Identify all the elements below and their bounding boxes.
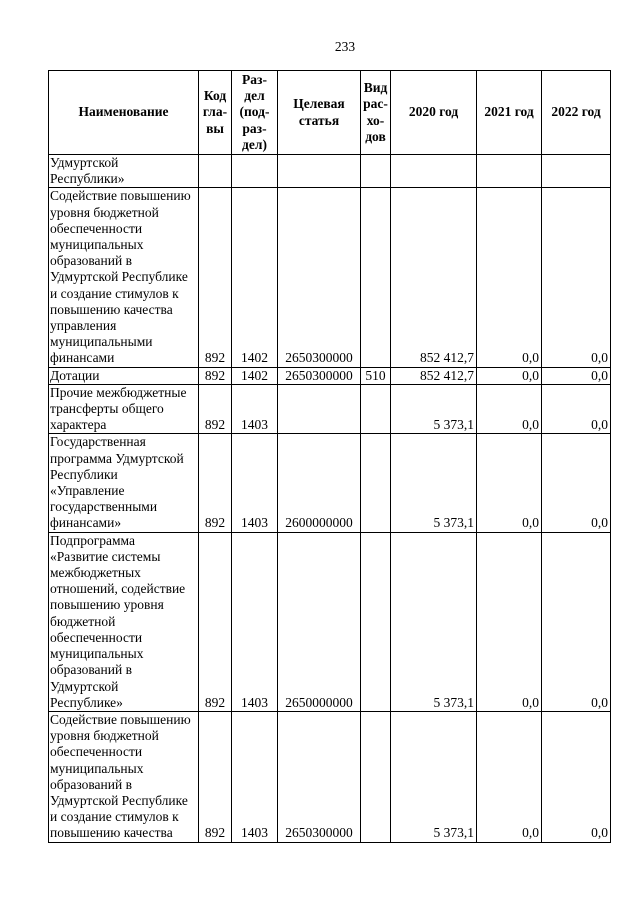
table-row xyxy=(49,384,611,434)
budget-table xyxy=(48,70,611,843)
header-row xyxy=(49,71,611,155)
header-section: Раз- дел (под- раз- дел) xyxy=(232,71,278,155)
cell-2021: 0,0 xyxy=(477,367,542,384)
cell-section: 1403 xyxy=(232,532,278,711)
cell-2020: 5 373,1 xyxy=(391,532,477,711)
cell-target-article xyxy=(278,155,361,188)
cell-chapter-code: 892 xyxy=(199,188,232,367)
cell-expense-type xyxy=(361,384,391,434)
table-header xyxy=(49,71,611,155)
header-2022: 2022 год xyxy=(542,71,611,155)
cell-target-article: 2600000000 xyxy=(278,434,361,532)
cell-name: Подпрограмма «Развитие системы межбюджетных отношений, содействие повышению уровня бюджетной обеспеченности муниципальных образований в Удмуртской Республике» xyxy=(49,532,199,711)
cell-expense-type: 510 xyxy=(361,367,391,384)
cell-name: Содействие повышению уровня бюджетной обеспеченности муниципальных образований в Удмуртской Республике и создание стимулов к повышению качества управления муниципальными финансами xyxy=(49,188,199,367)
cell-expense-type xyxy=(361,532,391,711)
cell-target-article xyxy=(278,384,361,434)
table-row xyxy=(49,532,611,711)
cell-2020: 5 373,1 xyxy=(391,711,477,842)
cell-2021: 0,0 xyxy=(477,434,542,532)
cell-expense-type xyxy=(361,434,391,532)
cell-2021 xyxy=(477,155,542,188)
cell-2020: 5 373,1 xyxy=(391,384,477,434)
table-row xyxy=(49,188,611,367)
cell-expense-type xyxy=(361,711,391,842)
cell-2021: 0,0 xyxy=(477,188,542,367)
cell-expense-type xyxy=(361,155,391,188)
cell-2021: 0,0 xyxy=(477,384,542,434)
cell-section: 1402 xyxy=(232,367,278,384)
cell-2020 xyxy=(391,155,477,188)
cell-section: 1402 xyxy=(232,188,278,367)
cell-2022: 0,0 xyxy=(542,711,611,842)
cell-2022 xyxy=(542,155,611,188)
cell-2021: 0,0 xyxy=(477,711,542,842)
cell-chapter-code: 892 xyxy=(199,384,232,434)
cell-chapter-code: 892 xyxy=(199,711,232,842)
cell-chapter-code: 892 xyxy=(199,434,232,532)
cell-2020: 852 412,7 xyxy=(391,188,477,367)
header-chapter-code: Код гла- вы xyxy=(199,71,232,155)
header-2021: 2021 год xyxy=(477,71,542,155)
cell-target-article: 2650000000 xyxy=(278,532,361,711)
table-row xyxy=(49,434,611,532)
table-row xyxy=(49,711,611,842)
cell-chapter-code: 892 xyxy=(199,367,232,384)
cell-2022: 0,0 xyxy=(542,367,611,384)
cell-name: Дотации xyxy=(49,367,199,384)
cell-target-article: 2650300000 xyxy=(278,188,361,367)
header-2020: 2020 год xyxy=(391,71,477,155)
table-row xyxy=(49,155,611,188)
cell-chapter-code: 892 xyxy=(199,532,232,711)
cell-2020: 5 373,1 xyxy=(391,434,477,532)
cell-2022: 0,0 xyxy=(542,532,611,711)
cell-section: 1403 xyxy=(232,384,278,434)
cell-section: 1403 xyxy=(232,711,278,842)
cell-name: Прочие межбюджетные трансферты общего характера xyxy=(49,384,199,434)
cell-2021: 0,0 xyxy=(477,532,542,711)
cell-2022: 0,0 xyxy=(542,434,611,532)
header-expense-type: Вид рас- хо- дов xyxy=(361,71,391,155)
cell-name: Удмуртской Республики» xyxy=(49,155,199,188)
cell-name: Содействие повышению уровня бюджетной обеспеченности муниципальных образований в Удмуртской Республике и создание стимулов к повышению качества xyxy=(49,711,199,842)
table-row xyxy=(49,367,611,384)
cell-section: 1403 xyxy=(232,434,278,532)
cell-2022: 0,0 xyxy=(542,384,611,434)
cell-target-article: 2650300000 xyxy=(278,367,361,384)
cell-section xyxy=(232,155,278,188)
cell-chapter-code xyxy=(199,155,232,188)
table-body xyxy=(49,155,611,843)
header-target-article: Целевая статья xyxy=(278,71,361,155)
cell-target-article: 2650300000 xyxy=(278,711,361,842)
cell-expense-type xyxy=(361,188,391,367)
page-number: 233 xyxy=(334,39,356,54)
cell-2022: 0,0 xyxy=(542,188,611,367)
cell-2020: 852 412,7 xyxy=(391,367,477,384)
cell-name: Государственная программа Удмуртской Республики «Управление государственными финансами» xyxy=(49,434,199,532)
header-name: Наименование xyxy=(49,71,199,155)
